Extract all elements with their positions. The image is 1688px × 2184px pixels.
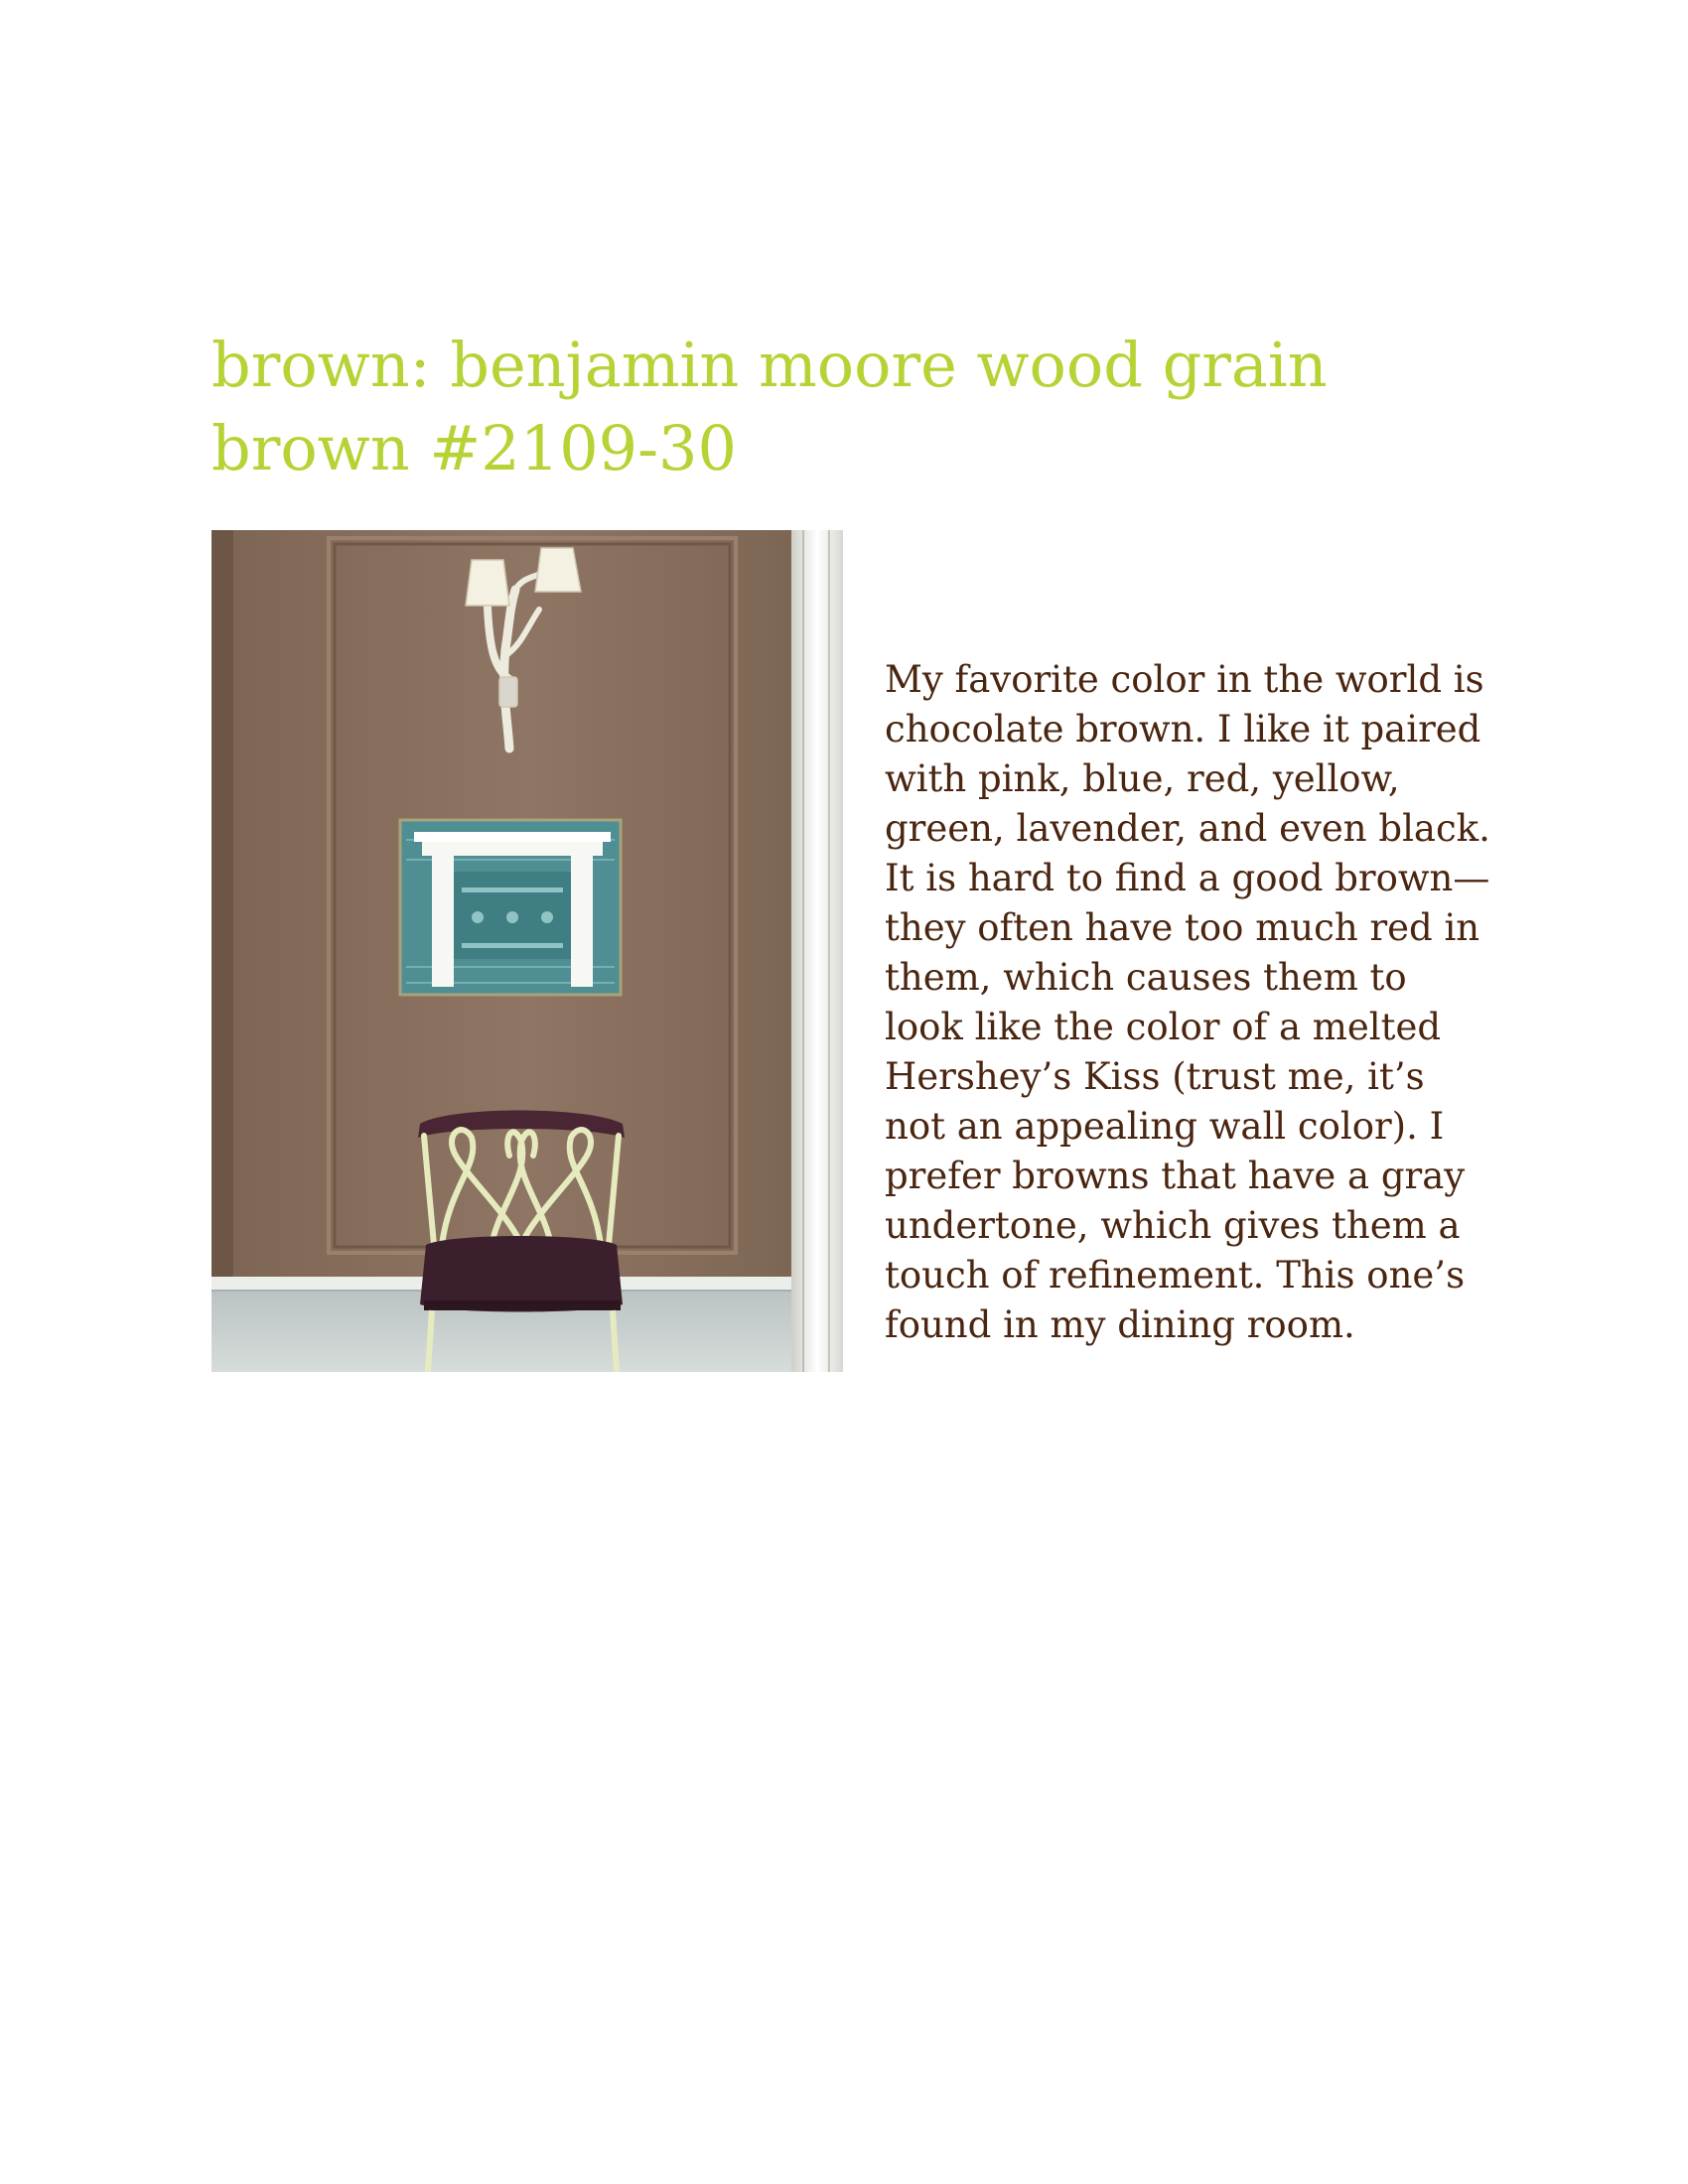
framed-mantel-art [400, 820, 621, 995]
article-paragraph: My favorite color in the world is chocolate brown. I like it paired with pink, blue, red, yellow, green, lavender, and even black. It is hard to find a good brown—they often have too much red in them, which causes them to look like the color of a melted Hershey’s Kiss (trust me, it’s not an appealing wall color). I prefer browns that have a gray undertone, which gives them a touch of refinement. This one’s found in my dining room. [885, 658, 1490, 1346]
page-title: brown: benjamin moore wood grain brown #2109-30 [211, 329, 1328, 484]
dining-room-wall-photo [211, 530, 843, 1372]
